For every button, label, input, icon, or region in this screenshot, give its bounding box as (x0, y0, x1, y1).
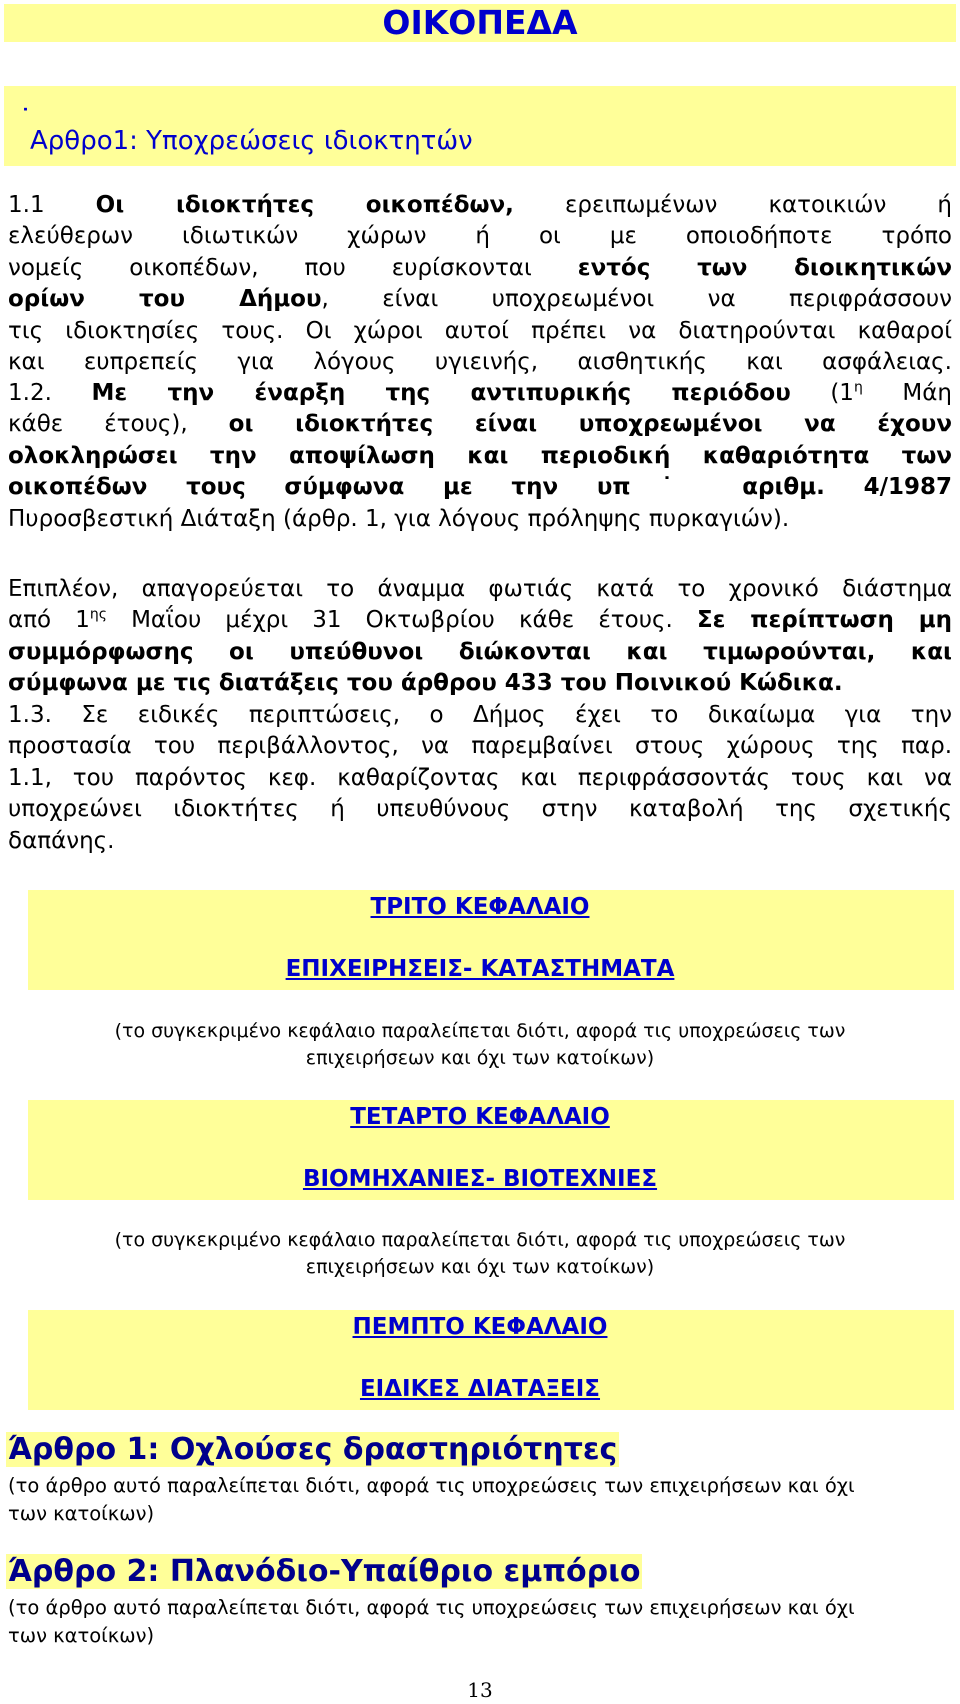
art2-note-line1: (το άρθρο αυτό παραλείπεται διότι, αφορά τις υποχρεώσεις των επιχειρήσεων και όχι (8, 1596, 855, 1619)
page-title: ΟΙΚΟΠΕΔΑ (382, 3, 578, 42)
paragraph-fire-ban: Επιπλέον, απαγορεύεται το άναμμα φωτιάς κατά το χρονικό διάστημα από $1^{\eta\varsigma}$ Μαΐου μέχρι 31 Οκτωβρίου κάθε έτους. Σε περίπτωση μη συμμόρφωσης οι υπεύθυνοι διώκονται και τιμωρούνται, και σύμφωνα με τις διατάξεις του άρθρου 433 του Ποινικού Κώδικα. (8, 576, 952, 697)
paragraph-1-3: 1.3. Σε ειδικές περιπτώσεις, ο Δήμος έχει το δικαίωμα για την προστασία του περιβάλλοντος, να παρεμβαίνει στους χώρους της παρ. 1.1, του παρόντος κεφ. καθαρίζοντας και περιφράσσοντάς τους και να υποχρεώνει ιδιοκτήτες ή υπευθύνους στην καταβολή της σχετικής δαπάνης. (8, 702, 952, 854)
chapter4-title: ΤΕΤΑΡΤΟ ΚΕΦΑΛΑΙΟ (350, 1104, 610, 1130)
chapter5-subtitle: ΕΙΔΙΚΕΣ ΔΙΑΤΑΞΕΙΣ (359, 1376, 601, 1402)
article-heading: Αρθρο1: Υποχρεώσεις ιδιοκτητών (30, 126, 473, 156)
chapter3-note-line1: (το συγκεκριμένο κεφάλαιο παραλείπεται διότι, αφορά τις υποχρεώσεις των (114, 1020, 846, 1042)
chapter3-note-line2: επιχειρήσεων και όχι των κατοίκων) (305, 1047, 655, 1069)
art2-note-line2: των κατοίκων) (8, 1624, 155, 1647)
article-mark: ˙ (20, 106, 31, 131)
art2-heading-wrap (6, 1554, 642, 1589)
chapter4-subtitle: ΒΙΟΜΗΧΑΝΙΕΣ- ΒΙΟΤΕΧΝΙΕΣ (302, 1166, 658, 1192)
art1-heading-wrap (6, 1432, 619, 1467)
art2-heading: Άρθρο 2: Πλανόδιο-Υπαίθριο εμπόριο (8, 1554, 641, 1589)
chapter3-subtitle: ΕΠΙΧΕΙΡΗΣΕΙΣ- ΚΑΤΑΣΤΗΜΑΤΑ (285, 956, 675, 982)
art1-note-line1: (το άρθρο αυτό παραλείπεται διότι, αφορά τις υποχρεώσεις των επιχειρήσεων και όχι (8, 1474, 855, 1497)
chapter4-note-line1: (το συγκεκριμένο κεφάλαιο παραλείπεται διότι, αφορά τις υποχρεώσεις των (114, 1229, 846, 1251)
art1-heading: Άρθρο 1: Οχλούσες δραστηριότητες (8, 1432, 618, 1467)
page-number: 13 (467, 1678, 493, 1702)
art1-note-line2: των κατοίκων) (8, 1502, 155, 1525)
chapter5-title: ΠΕΜΠΤΟ ΚΕΦΑΛΑΙΟ (352, 1314, 608, 1340)
chapter3-title: ΤΡΙΤΟ ΚΕΦΑΛΑΙΟ (370, 894, 590, 920)
chapter4-note-line2: επιχειρήσεων και όχι των κατοίκων) (305, 1256, 655, 1278)
paragraph-1-1: 1.1 Οι ιδιοκτήτες οικοπέδων, ερειπωμένων κατοικιών ή ελεύθερων ιδιωτικών χώρων ή οι με οποιοδήποτε τρόπο νομείς οικοπέδων, που ευρίσκονται εντός των διοικητικών ορίων του Δήμου, είναι υποχρεωμένοι να περιφράσσουν τις ιδιοκτησίες τους. Οι χώροι αυτοί πρέπει να διατηρούνται καθαροί και ευπρεπείς για λόγους υγιεινής, αισθητικής και ασφάλειας. (8, 192, 952, 375)
paragraph-1-2: 1.2. Με την έναρξη της αντιπυρικής περιόδου ($1^\eta$ Μάη κάθε έτους), οι ιδιοκτήτες είναι υποχρεωμένοι να έχουν ολοκληρώσει την αποψίλωση και περιοδική καθαριότητα των οικοπέδων τους σύμφωνα με την υπ˙ αριθμ. 4/1987 Πυροσβεστική Διάταξη (άρθρ. 1, για λόγους πρόληψης πυρκαγιών). (8, 379, 952, 532)
